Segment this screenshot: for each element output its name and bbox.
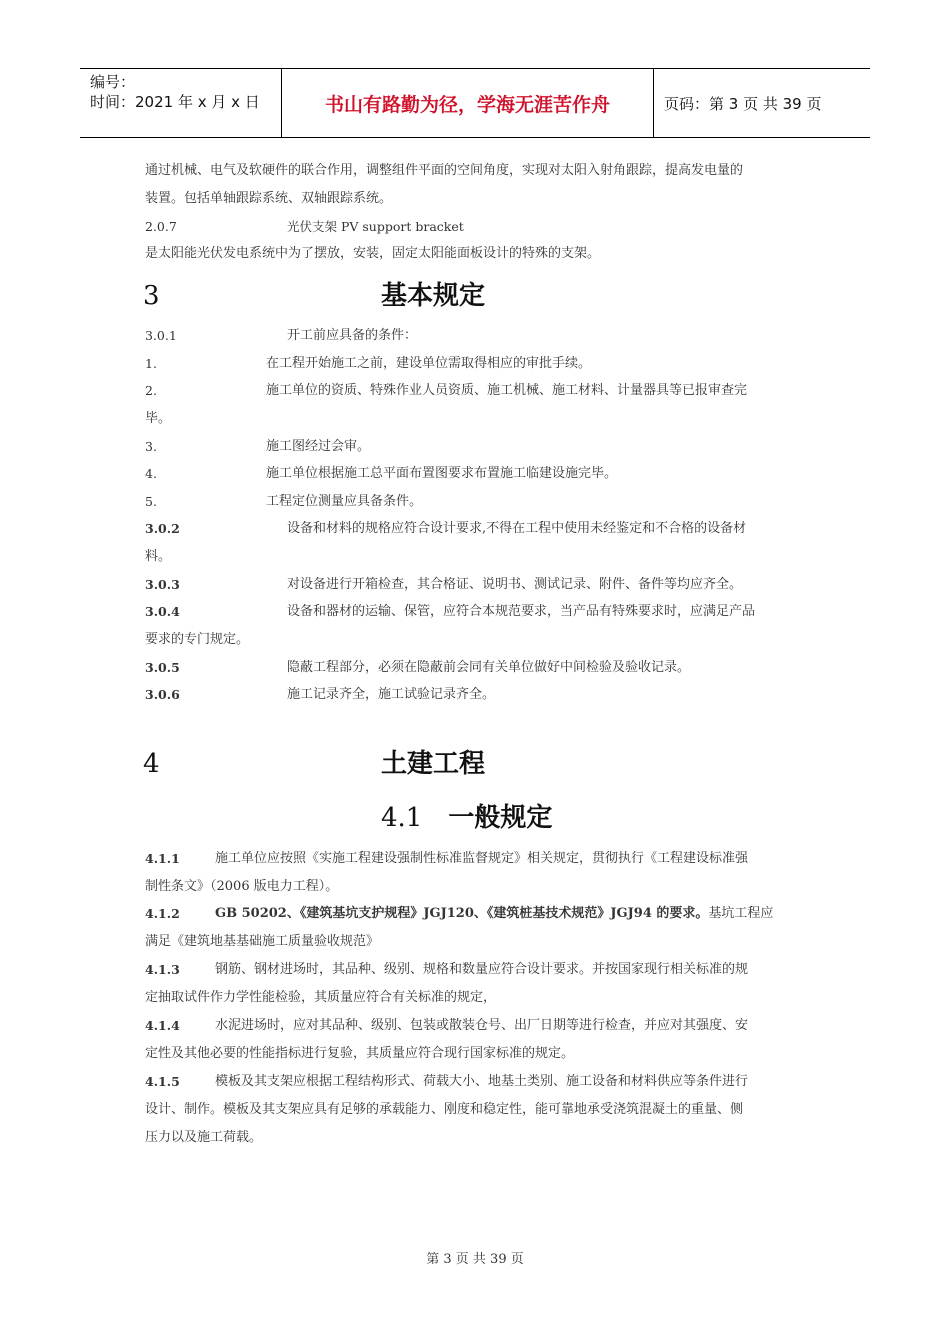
clause-text: 设备和器材的运输、保管，应符合本规范要求，当产品有特殊要求时，应满足产品 xyxy=(287,604,756,619)
clause-number: 3.0.6 xyxy=(145,687,180,702)
paragraph-line: 是太阳能光伏发电系统中为了摆放，安装，固定太阳能面板设计的特殊的支架。 xyxy=(145,246,601,261)
header-page-info: 页码：第 3 页 共 39 页 xyxy=(664,94,822,113)
clause-text: 水泥进场时，应对其品种、级别、包装或散装仓号、出厂日期等进行检查，并应对其强度、安 xyxy=(215,1018,749,1033)
clause-continuation: 料。 xyxy=(145,549,172,564)
header-time: 时间：2021 年 x 月 x 日 xyxy=(90,93,260,111)
clause-number: 3.0.4 xyxy=(145,604,180,619)
clause-text: 设备和材料的规格应符合设计要求,不得在工程中使用未经鉴定和不合格的设备材 xyxy=(287,521,747,536)
section-number: 4.1 xyxy=(381,803,423,833)
list-item-number: 5. xyxy=(145,494,157,509)
chapter-title: 土建工程 xyxy=(381,749,486,779)
clause-number: 4.1.2 xyxy=(145,906,180,921)
clause-text: 施工单位应按照《实施工程建设强制性标准监督规定》相关规定，贯彻执行《工程建设标准强 xyxy=(215,851,749,866)
clause-number: 3.0.5 xyxy=(145,660,180,675)
clause-number: 3.0.2 xyxy=(145,521,180,536)
list-item-number: 1. xyxy=(145,356,157,371)
clause-continuation: 要求的专门规定。 xyxy=(145,632,250,647)
clause-text-bold: GB 50202、《建筑基坑支护规程》JGJ120、《建筑桩基技术规范》JGJ94 的要求。 xyxy=(215,906,709,921)
section-heading xyxy=(381,803,552,833)
clause-text: 模板及其支架应根据工程结构形式、荷载大小、地基土类别、施工设备和材料供应等条件进行 xyxy=(215,1074,749,1089)
clause-text: 施工记录齐全，施工试验记录齐全。 xyxy=(287,687,496,702)
paragraph-line: 装置。包括单轴跟踪系统、双轴跟踪系统。 xyxy=(145,191,393,206)
chapter-number: 3 xyxy=(143,281,160,311)
clause-continuation: 满足《建筑地基基础施工质量验收规范》 xyxy=(145,934,380,949)
list-item-text: 施工单位根据施工总平面布置图要求布置施工临建设施完毕。 xyxy=(266,466,618,481)
clause-text: 钢筋、钢材进场时，其品种、级别、规格和数量应符合设计要求。并按国家现行相关标准的规 xyxy=(215,962,749,977)
clause-number: 4.1.5 xyxy=(145,1074,180,1089)
list-item-text: 在工程开始施工之前，建设单位需取得相应的审批手续。 xyxy=(266,356,592,371)
clause-text: 隐蔽工程部分，必须在隐蔽前会同有关单位做好中间检验及验收记录。 xyxy=(287,660,691,675)
header-meta xyxy=(80,69,282,137)
clause-text: 对设备进行开箱检查，其合格证、说明书、测试记录、附件、备件等均应齐全。 xyxy=(287,577,743,592)
clause-text-normal: 基坑工程应 xyxy=(708,906,774,921)
clause-number: 4.1.4 xyxy=(145,1018,180,1033)
list-item-text: 施工图经过会审。 xyxy=(266,439,371,454)
list-item-continuation: 毕。 xyxy=(145,411,172,426)
list-item-text: 工程定位测量应具备条件。 xyxy=(266,494,423,509)
clause-continuation: 定抽取试件作力学性能检验，其质量应符合有关标准的规定， xyxy=(145,990,497,1005)
header-motto: 书山有路勤为径，学海无涯苦作舟 xyxy=(282,69,654,137)
list-item-text: 施工单位的资质、特殊作业人员资质、施工机械、施工材料、计量器具等已报审查完 xyxy=(266,383,748,398)
header-number: 编号： xyxy=(90,73,136,91)
clause-text: 开工前应具备的条件： xyxy=(287,328,418,343)
clause-number: 3.0.1 xyxy=(145,328,177,343)
list-item-number: 4. xyxy=(145,466,157,481)
clause-number: 4.1.1 xyxy=(145,851,180,866)
list-item-number: 3. xyxy=(145,439,157,454)
clause-continuation: 定性及其他必要的性能指标进行复验，其质量应符合现行国家标准的规定。 xyxy=(145,1046,575,1061)
clause-number: 3.0.3 xyxy=(145,577,180,592)
clause-continuation: 制性条文》（2006 版电力工程）。 xyxy=(145,879,339,894)
clause-continuation: 设计、制作。模板及其支架应具有足够的承载能力、刚度和稳定性，能可靠地承受浇筑混凝土的重量、侧 xyxy=(145,1102,744,1117)
clause-number: 2.0.7 xyxy=(145,219,177,234)
clause-number: 4.1.3 xyxy=(145,962,180,977)
section-title: 一般规定 xyxy=(448,803,553,833)
clause-text xyxy=(215,906,773,922)
chapter-title: 基本规定 xyxy=(381,281,486,311)
chapter-number: 4 xyxy=(143,749,160,779)
page-footer: 第 3 页 共 39 页 xyxy=(426,1252,524,1267)
page-header xyxy=(80,68,870,138)
paragraph-line: 通过机械、电气及软硬件的联合作用，调整组件平面的空间角度，实现对太阳入射角跟踪，提高发电量的 xyxy=(145,163,744,178)
clause-continuation: 压力以及施工荷载。 xyxy=(145,1130,263,1145)
list-item-number: 2. xyxy=(145,383,157,398)
clause-title: 光伏支架 PV support bracket xyxy=(287,219,464,234)
